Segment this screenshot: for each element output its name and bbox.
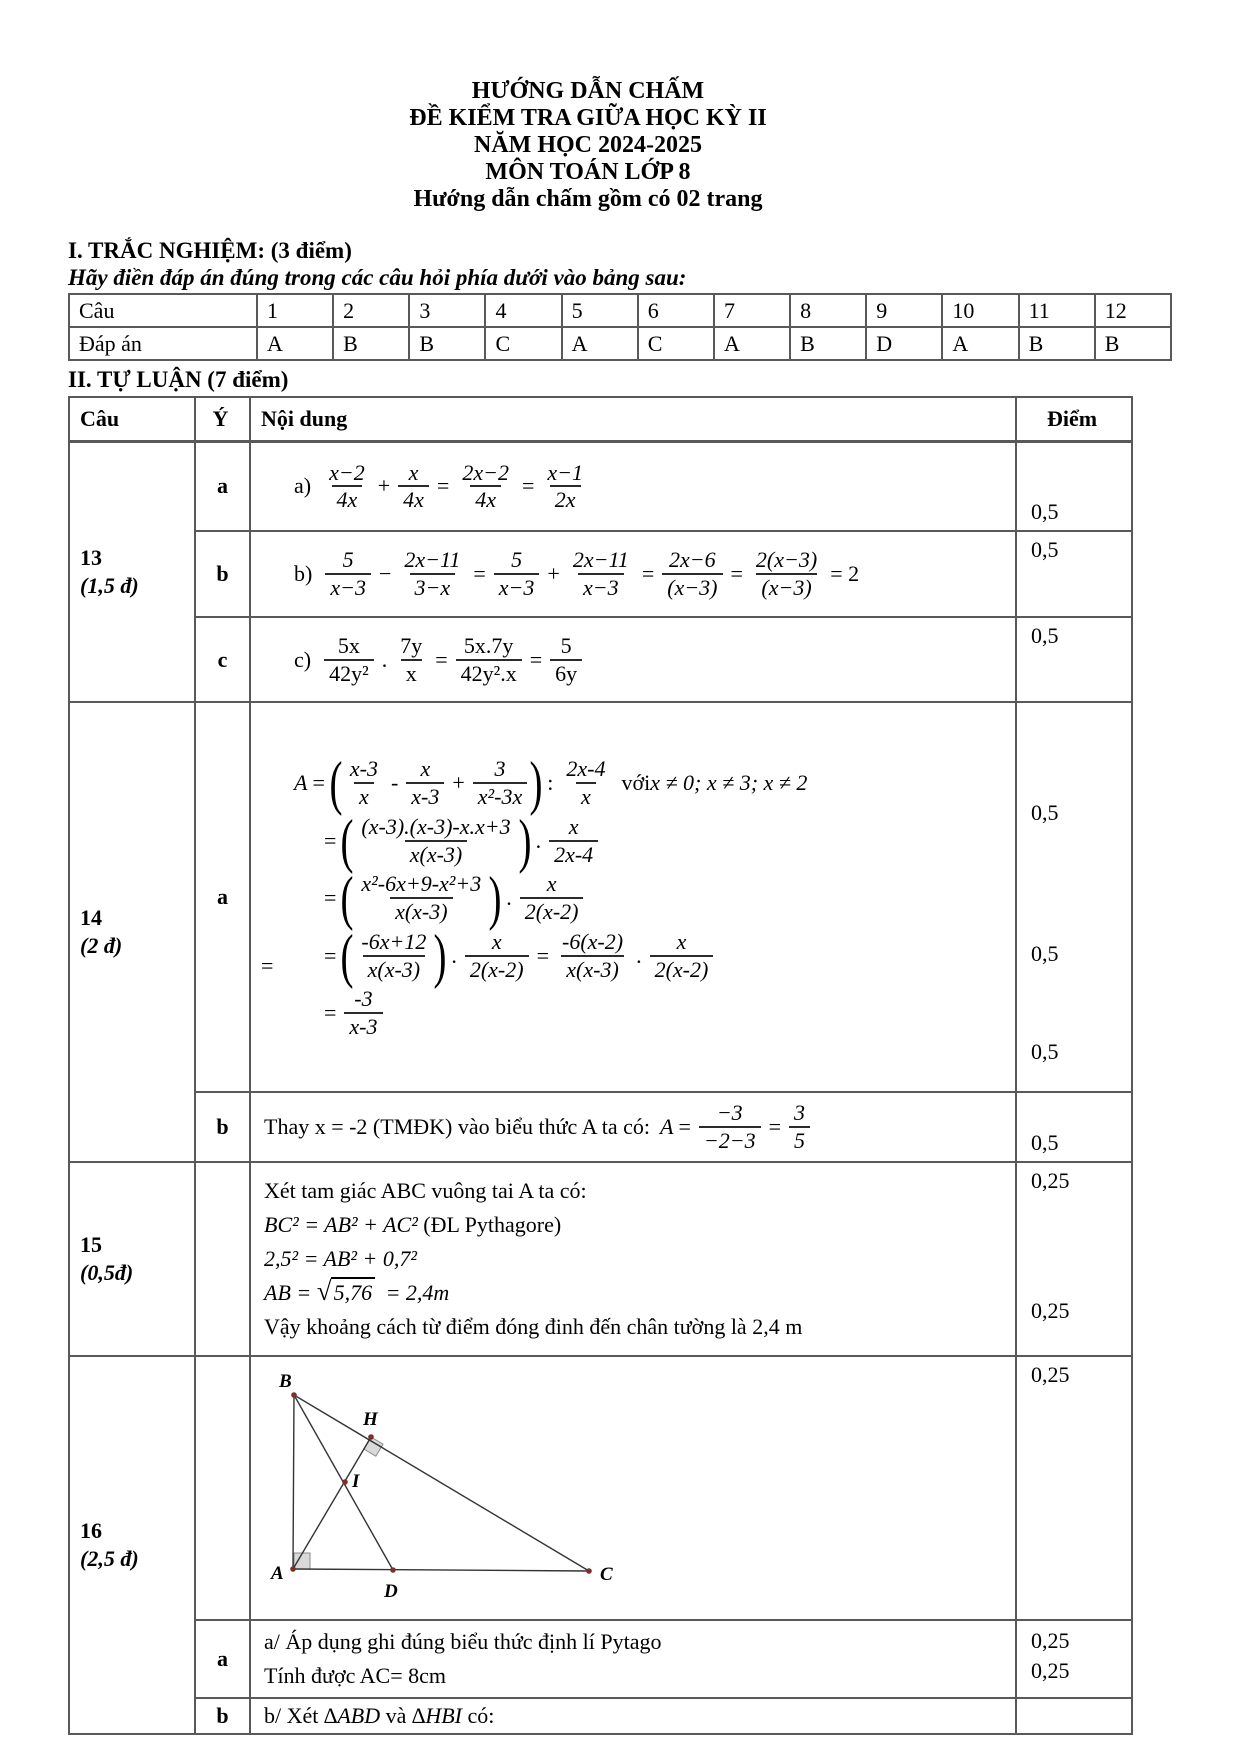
mcq-answer: B: [1095, 327, 1171, 360]
score-16b: [1016, 1698, 1132, 1734]
q15-line2: BC² = AB² + AC² (ĐL Pythagore): [264, 1212, 562, 1237]
point-D: [390, 1567, 396, 1573]
math-fraction: $\frac{5}{6y}$: [550, 634, 582, 686]
score-15: 0,25 0,25: [1016, 1162, 1132, 1356]
mcq-question-number: 2: [333, 294, 409, 327]
math-fraction: $\frac{2x-11}{3-x}$: [404, 547, 461, 600]
row-14b: [69, 1092, 1132, 1162]
content-16b: b/ Xét ∆ABD và ∆HBI có:: [250, 1698, 1016, 1734]
mcq-question-number: 8: [790, 294, 866, 327]
section2-title: II. TỰ LUẬN (7 điểm): [68, 367, 289, 392]
question-16-label: 16 (2,5 đ): [69, 1356, 195, 1734]
y-14b: b: [195, 1092, 250, 1162]
row-13a: [69, 441, 1132, 531]
score-16-figure: 0,25: [1016, 1356, 1132, 1620]
mcq-answer: A: [257, 327, 333, 360]
sqrt-icon: √: [316, 1276, 332, 1306]
score-14a: 0,5 0,5 0,5: [1016, 702, 1132, 1092]
mcq-answer: C: [638, 327, 714, 360]
label-B: B: [279, 1371, 292, 1392]
math-fraction: $\frac{7y}{x}$: [400, 632, 423, 686]
q16a-line1: a/ Áp dụng ghi đúng biểu thức định lí Pytago: [264, 1629, 662, 1654]
score-16a: 0,25 0,25: [1016, 1620, 1132, 1698]
math-fraction: $\frac{x}{2(x-2)}$: [650, 930, 714, 982]
math-fraction: $\frac{\text{x²-6x+9-x²+3}}{x(x-3)}$: [361, 871, 482, 924]
math-fraction: $\frac{2x-6}{(x-3)}$: [662, 548, 722, 600]
point-A: [290, 1566, 296, 1572]
content-16-figure: [250, 1356, 1016, 1620]
math-fraction: $\frac{5}{x-3}$: [325, 548, 371, 600]
essay-header-row: [69, 397, 1132, 441]
content-14b: Thay x = -2 (TMĐK) vào biểu thức A ta có: A = $\frac{-3}{-2-3}$ = $\frac{3}{5}$: [250, 1092, 1016, 1162]
content-16a: [250, 1620, 1016, 1698]
mcq-answer: B: [790, 327, 866, 360]
mcq-answer: D: [866, 327, 942, 360]
y-13c: c: [195, 617, 250, 702]
y-14a: a: [195, 702, 250, 1092]
math-fraction: $\frac{2(x-3)}{(x-3)}$: [755, 547, 818, 600]
mcq-question-number: 7: [714, 294, 790, 327]
mcq-answer: A: [562, 327, 638, 360]
title-line-3: NĂM HỌC 2024-2025: [474, 132, 702, 158]
section1-title: I. TRẮC NGHIỆM: (3 điểm): [68, 238, 352, 263]
content-13c: c) $\frac{5x}{\text{42y²}}$ . $\frac{7y}{x}$ = $\frac{5x.7y}{\text{42y².x}}$ = $\frac{5}{6y}$: [250, 617, 1016, 702]
mcq-question-number: 12: [1095, 294, 1171, 327]
mcq-question-row: [69, 294, 1171, 327]
point-H: [368, 1434, 374, 1440]
math-fraction: $\frac{x-2}{4x}$: [329, 459, 365, 513]
header-y: Ý: [195, 397, 250, 441]
label-D: D: [384, 1581, 398, 1602]
content-13b: b) $\frac{5}{x-3}$ − $\frac{2x-11}{3-x}$ = $\frac{5}{x-3}$ + $\frac{2x-11}{x-3}$ = $\frac{2x-6}{(x-3)}$ = $\frac{2(x-3)}{(x-3)}$ = 2: [250, 531, 1016, 617]
y-13a: a: [195, 441, 250, 531]
title-line-4: MÔN TOÁN LỚP 8: [485, 159, 691, 185]
mcq-answer: C: [485, 327, 561, 360]
y-16b: b: [195, 1698, 250, 1734]
math-fraction: $\frac{2x-11}{x-3}$: [572, 547, 629, 600]
mcq-answer: B: [333, 327, 409, 360]
title-line-5: Hướng dẫn chấm gồm có 02 trang: [413, 186, 763, 212]
math-fraction: $\frac{x}{4x}$: [398, 461, 429, 513]
stray-equals: =: [261, 953, 274, 978]
mcq-answer: A: [942, 327, 1018, 360]
row-15: [69, 1162, 1132, 1356]
row-16-figure: [69, 1356, 1132, 1620]
question-13-label: 13 (1,5 đ): [69, 441, 195, 702]
header-noidung: Nội dung: [250, 397, 1016, 441]
q16a-line2: Tính được AC= 8cm: [264, 1663, 447, 1688]
question-15-label: 15 (0,5đ): [69, 1162, 195, 1356]
row-13c: [69, 617, 1132, 702]
point-B: [291, 1392, 297, 1398]
math-fraction: $\frac{x}{2(x-2)}$: [465, 930, 529, 982]
mcq-question-number: 6: [638, 294, 714, 327]
essay-table: [68, 396, 1133, 1735]
label-A: A: [271, 1563, 284, 1584]
y-16a: a: [195, 1620, 250, 1698]
q15-line4: AB = √5,76 = 2,4m: [264, 1276, 450, 1306]
math-fraction: $\frac{-3}{x-3}$: [344, 987, 382, 1039]
math-fraction: $\frac{5}{x-3}$: [494, 548, 540, 600]
y-15-empty: [195, 1162, 250, 1356]
math-fraction: $\frac{x}{2(x-2)}$: [520, 872, 584, 924]
math-fraction: $\frac{3}{5}$: [789, 1101, 810, 1153]
triangle-figure: [253, 1365, 653, 1610]
point-I: [342, 1479, 348, 1485]
math-fraction: $\frac{-6x+12}{x(x-3)}$: [361, 928, 427, 982]
mcq-question-number: 10: [942, 294, 1018, 327]
y-13b: b: [195, 531, 250, 617]
label-C: C: [600, 1564, 613, 1585]
y-16fig-empty: [195, 1356, 250, 1620]
title-line-2: ĐỀ KIỂM TRA GIỮA HỌC KỲ II: [409, 105, 767, 131]
row-16b: [69, 1698, 1132, 1734]
mcq-answer: A: [714, 327, 790, 360]
score-13c: 0,5: [1016, 617, 1132, 702]
math-fraction: $\frac{3}{\text{x²-3x}}$: [473, 757, 527, 809]
document-title-block: [68, 78, 1108, 213]
title-line-1: HƯỚNG DẪN CHẤM: [471, 78, 705, 104]
score-13b: 0,5: [1016, 531, 1132, 617]
content-15: [250, 1162, 1016, 1356]
score-14b: 0,5: [1016, 1092, 1132, 1162]
score-13a: 0,5: [1016, 441, 1132, 531]
row-14a: [69, 702, 1132, 1092]
math-fraction: $\frac{x}{2x-4}$: [549, 815, 598, 867]
content-13a: a) $\frac{x-2}{4x}$ + $\frac{x}{4x}$ = $\frac{2x-2}{4x}$ = $\frac{x-1}{2x}$: [250, 441, 1016, 531]
mcq-question-number: 11: [1019, 294, 1095, 327]
mcq-question-number: 4: [485, 294, 561, 327]
math-fraction: $\frac{5x.7y}{\text{42y².x}}$: [456, 634, 522, 686]
q15-line5: Vậy khoảng cách từ điểm đóng đinh đến chân tường là 2,4 m: [264, 1314, 803, 1339]
math-fraction: $\frac{-3}{-2-3}$: [699, 1101, 761, 1153]
q15-line1: Xét tam giác ABC vuông tai A ta có:: [264, 1178, 587, 1203]
mcq-question-number: 1: [257, 294, 333, 327]
math-fraction: $\frac{x-3}{x}$: [349, 756, 378, 809]
mcq-answer-label: Đáp án: [69, 327, 257, 360]
question-14-label: 14 (2 đ): [69, 702, 195, 1162]
mcq-answer-row: [69, 327, 1171, 360]
mcq-question-number: 3: [409, 294, 485, 327]
row-13b: [69, 531, 1132, 617]
math-fraction: $\frac{-6(x-2)}{x(x-3)}$: [562, 928, 624, 982]
header-cau: Câu: [69, 397, 195, 441]
row-16a: [69, 1620, 1132, 1698]
math-fraction: $\frac{5x}{\text{42y²}}$: [324, 634, 374, 686]
mcq-question-number: 5: [562, 294, 638, 327]
math-fraction: $\frac{x-1}{2x}$: [547, 459, 583, 513]
content-14a: = A = ( $\frac{x-3}{x}$ - $\frac{x}{x-3}$ + $\frac{3}{\text{x²-3x}}$ ) : $\frac{2x-4}{x}$ với x ≠ 0; x ≠ 3; x ≠ 2 = ( $\frac{(x-3).(x-3)-x.x+3}{x(x-3)}$ ) . $\frac{x}{2x-4}$ = ( $\frac{\text{x²-6x+9-x²+3}}{x(x-3)}$ ) . $\frac{x}{2(x-2)}$ = ( $\frac{-6x+12}{x(x-3)}$ ) . $\frac{x}{2(x-2)}$ = $\frac{-6(x-2)}{x(x-3)}$ . $\frac{x}{2(x-2)}$ = $\frac{-3}{x-3}$: [250, 702, 1016, 1092]
math-fraction: $\frac{x}{x-3}$: [406, 757, 444, 809]
mcq-instruction: Hãy điền đáp án đúng trong các câu hỏi phía dưới vào bảng sau:: [68, 265, 687, 290]
math-fraction: $\frac{2x-4}{x}$: [566, 756, 606, 809]
label-I: I: [352, 1471, 360, 1492]
math-fraction: $\frac{(x-3).(x-3)-x.x+3}{x(x-3)}$: [361, 813, 511, 867]
label-H: H: [363, 1409, 378, 1430]
right-angle-mark-A: [294, 1553, 310, 1569]
mcq-answer: B: [1019, 327, 1095, 360]
mcq-answer-table: [68, 293, 1172, 361]
math-fraction: $\frac{2x-2}{4x}$: [462, 459, 509, 513]
point-C: [586, 1568, 592, 1574]
mcq-row-label: Câu: [69, 294, 257, 327]
mcq-answer: B: [409, 327, 485, 360]
header-diem: Điểm: [1016, 397, 1132, 441]
q15-line3: 2,5² = AB² + 0,7²: [264, 1246, 417, 1271]
mcq-question-number: 9: [866, 294, 942, 327]
